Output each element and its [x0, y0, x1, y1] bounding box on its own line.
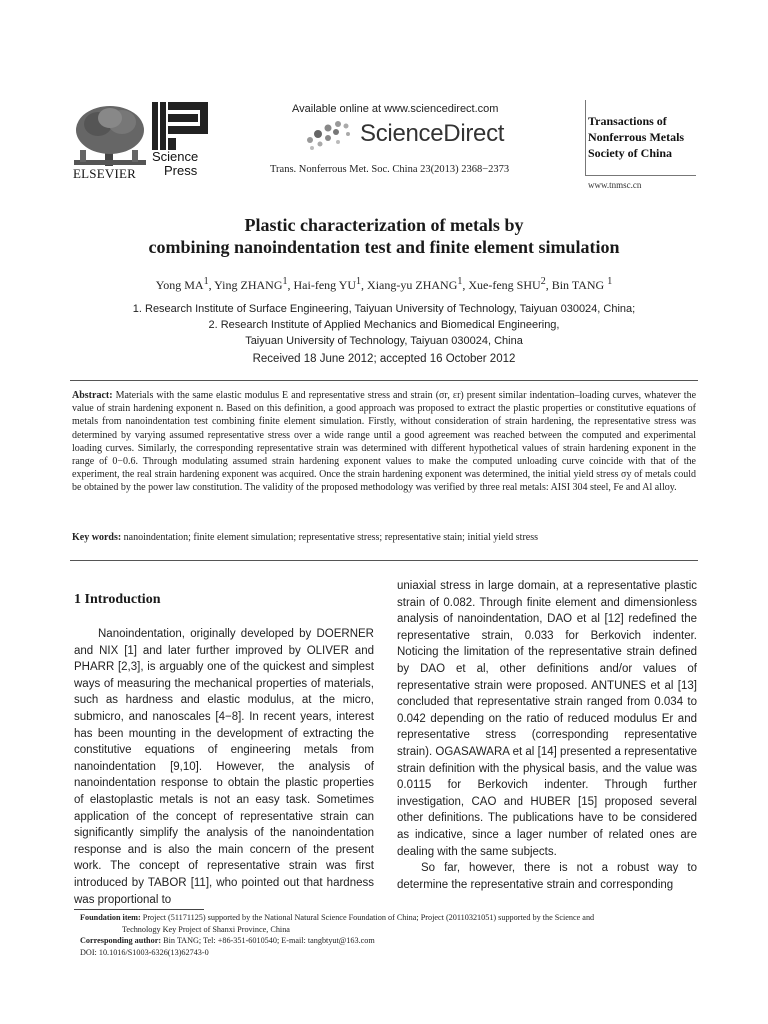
body-paragraph: uniaxial stress in large domain, at a representative plastic strain of 0.082. Through finite element and dimensionless analysis of nanoindentation, DAO et al [12] redefined the representative strain, 0.033 for Berkovich indenter. Noticing the limitation of the representative strain defined by DAO et al, other definitions and/or values of representative strain were proposed. ANTUNES et al [13] concluded that representative strain ranged from 0.034 to 0.042 depending on the ratio of reduced modulus Er and representative stress (corresponding representative strain). OGASAWARA et al [14] presented a representative strain definition with the physical basis, and the value was 0.0115 for Berkovich indenter. Through further investigation, CAO and HUBER [15] proposed several other definitions. The publications have to be considered as indicative, since a lager number of related ones are dealing with the same subjects. [397, 580, 697, 858]
author-affiliation-sup: 1 [282, 276, 288, 287]
author-list: Yong $MA^1$, Ying ZHANG$^1$, Hai-feng $YU^1$, Xiang-yu ZHANG$^1$, Xue-feng SHU$^2$, Bin TANG $^1$ [155, 276, 613, 292]
keywords-text: nanoindentation; finite element simulation; representative stress; representative stain; initial yield stress [123, 532, 539, 543]
foundation-footnote-cont: Technology Key Project of Shanxi Province, China [122, 924, 290, 934]
footnotes [80, 912, 698, 958]
abstract [72, 389, 696, 495]
author-affiliation-sup: 1 [356, 276, 362, 287]
body-paragraph: So far, however, there is not a robust way to determine the representative strain and corresponding [397, 862, 697, 891]
received-dates: Received 18 June 2012; accepted 16 October 2012 [252, 353, 516, 365]
body-column-right [397, 578, 697, 893]
section-heading: 1 Introduction [74, 592, 161, 607]
author-affiliation-sup: 2 [540, 276, 546, 287]
keywords-label: Key words: [72, 532, 122, 543]
affiliations: 1. Research Institute of Surface Engineering, Taiyuan University of Technology, Taiyuan 030024, China; 2. Research Institute of Applied Mechanics and Biomedical Engineering, Taiyuan University of Technology, Taiyuan 030024, China [132, 303, 636, 347]
author-affiliation-sup: 1 [457, 276, 463, 287]
paper-title: Plastic characterization of metals by combining nanoindentation test and finite element simulation [148, 215, 620, 257]
sciencedirect-wordmark: ScienceDirect [360, 120, 505, 147]
elsevier-wordmark: ELSEVIER [73, 166, 136, 181]
abstract-bottom-rule [70, 560, 698, 561]
abstract-label: Abstract: [72, 390, 113, 401]
author: Xiang-yu ZHANG [367, 278, 458, 292]
science-press-logo [150, 100, 212, 152]
journal-name: Transactions of Nonferrous Metals Society of China [588, 114, 685, 160]
available-online-text: Available online at www.sciencedirect.com [292, 103, 499, 115]
journal-citation: Trans. Nonferrous Met. Soc. China 23(2013) 2368−2373 [270, 164, 510, 175]
author: Ying ZHANG [214, 278, 283, 292]
body-column-left: Nanoindentation, originally developed by DOERNER and NIX [1] and later further improved by OLIVER and PHARR [2,3], is arguably one of the quickest and simplest ways of measuring the mechanical properties of materials, such as hardness and elastic modulus, at the micro, submicro, and nanoscales [4−8]. In recent years, interest has been mounting in the development of extracting the constitutive equations of engineering metals from nanoindentation [9,10]. However, the analysis of nanoindentation response to obtain the plastic properties of elastoplastic metals is not an easy task. Sometimes application of the concept of representative strain can significantly simplify the analysis of the nanoindentation response and is also the main concern of the present work. The concept of representative strain was first introduced by TABOR [11], who pointed out that hardness was proportional to [74, 628, 374, 906]
journal-url[interactable]: www.tnmsc.cn [588, 180, 642, 190]
author-affiliation-sup: 1 [203, 276, 209, 287]
abstract-top-rule [70, 380, 698, 381]
foundation-footnote: Foundation item: Project (51171125) supported by the National Natural Science Foundation of China; Project (20110321051) supported by the Science and [80, 913, 595, 922]
doi[interactable]: DOI: 10.1016/S1003-6326(13)62743-0 [80, 947, 209, 957]
author: Xue-feng SHU [468, 278, 541, 292]
keywords [72, 531, 696, 544]
science-press-wordmark: Science Press [152, 149, 199, 178]
author: Hai-feng YU [293, 278, 357, 292]
author-affiliation-sup: 1 [607, 276, 613, 287]
corresponding-author-footnote: Corresponding author: Bin TANG; Tel: +86-351-6010540; E-mail: tangbtyut@163.com [80, 936, 375, 946]
footnote-rule [74, 909, 204, 910]
sciencedirect-dots-icon [302, 118, 357, 152]
author: Yong MA [155, 278, 204, 292]
abstract-text: Materials with the same elastic modulus E and representative stress and strain (σr, εr) present similar indentation–loading curves, whatever the value of strain hardening exponent n. Based on this definition, a good approach was proposed to extract the plastic properties or constitutive equations of metals from nanoindentation test combining finite element simulation. Firstly, without consideration of strain hardening, the representative stress was determined by varying assumed representative stress over a wide range until a good agreement was reached between the computed and experimental loading curves. Similarly, the corresponding representative strain was determined with different hypothetical values of strain hardening exponent in the range of 0−0.6. Through modulating assumed strain hardening exponent values to make the computed unloading curve coincide with that of the experiment, the real strain hardening exponent was acquired. Once the strain hardening exponent was determined, the initial yield stress σy of metals could be obtained by the power law constitution. The validity of the proposed methodology was verified by three real metals: AISI 304 steel, Fe and Al alloy. [72, 390, 697, 494]
author: Bin TANG [551, 278, 605, 292]
